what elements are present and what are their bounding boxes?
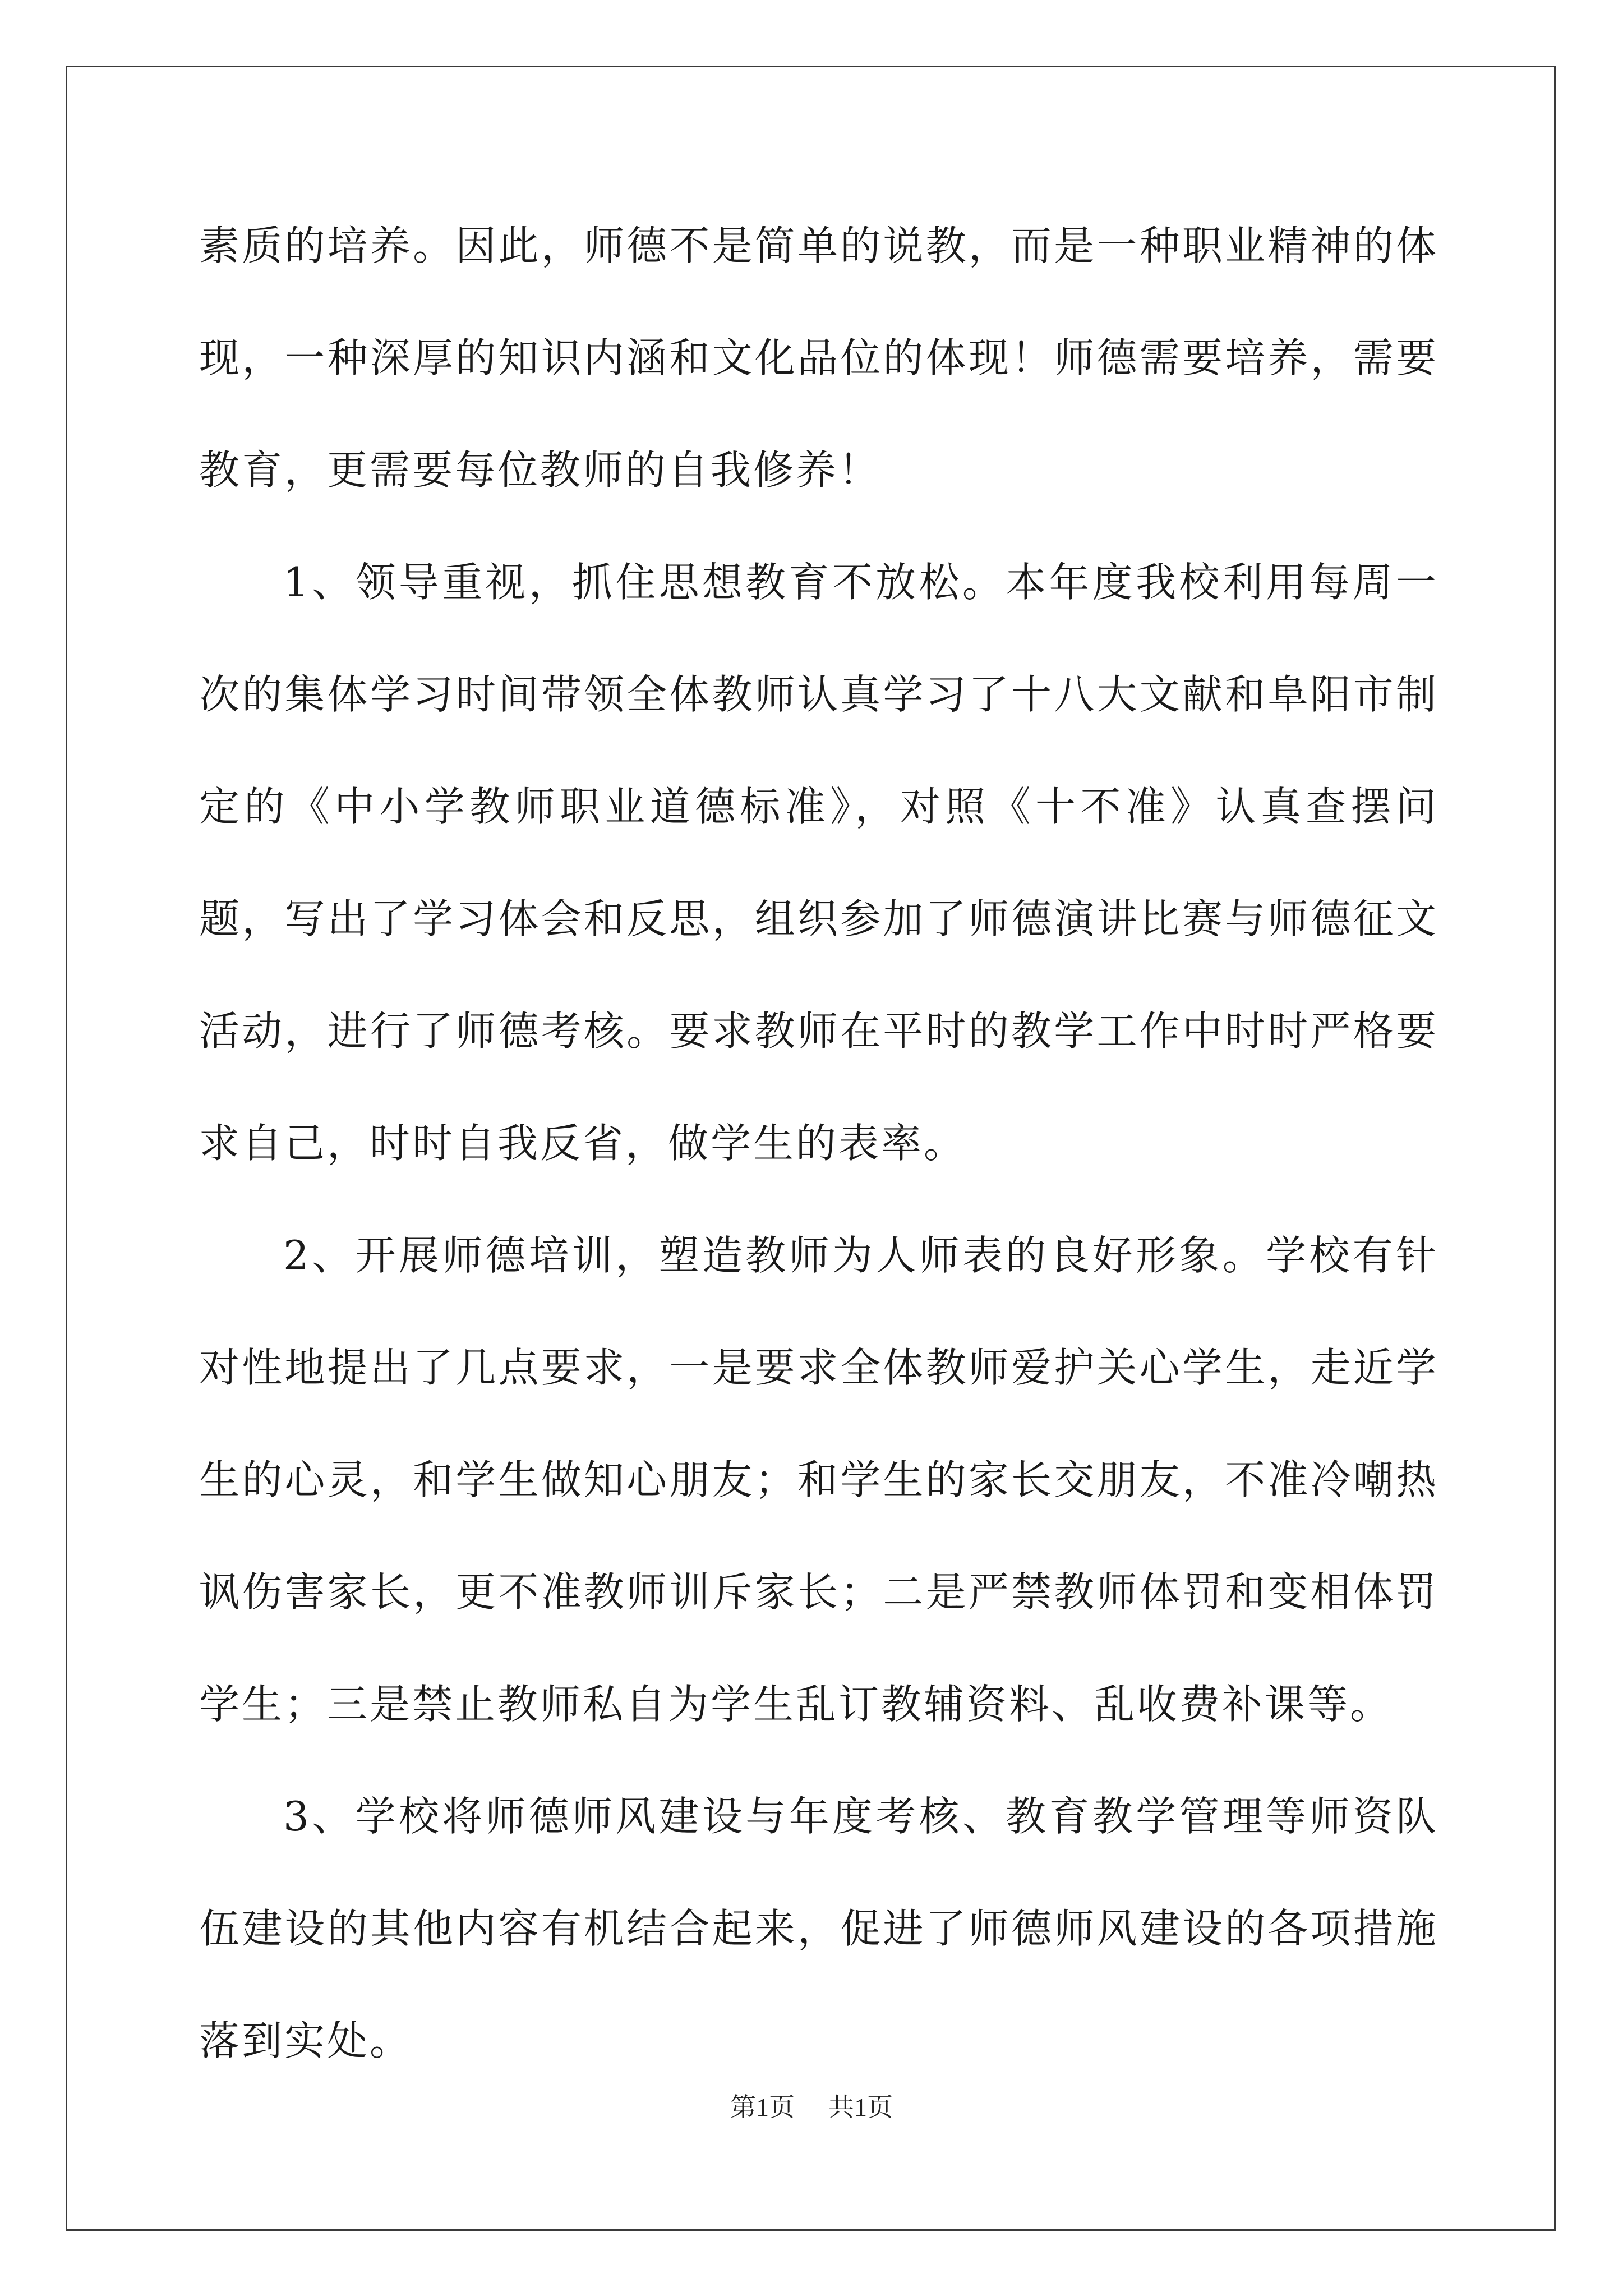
paragraph: 3、学校将师德师风建设与年度考核、教育教学管理等师资队伍建设的其他内容有机结合起来，促进了师德师风建设的各项措施落到实处。 — [199, 1793, 1438, 2064]
page-total: 共1页 — [828, 2093, 893, 2122]
page-number: 第1页 — [730, 2093, 795, 2122]
document-body — [199, 190, 1438, 2097]
paragraph: 1、领导重视，抓住思想教育不放松。本年度我校利用每周一次的集体学习时间带领全体教师认真学习了十八大文献和阜阳市制定的《中小学教师职业道德标准》，对照《十不准》认真查摆问题，写出了学习体会和反思，组织参加了师德演讲比赛与师德征文活动，进行了师德考核。要求教师在平时的教学工作中时时严格要求自己，时时自我反省，做学生的表率。 — [199, 559, 1438, 1167]
paragraph: 素质的培养。因此，师德不是简单的说教，而是一种职业精神的体现，一种深厚的知识内涵和文化品位的体现！师德需要培养，需要教育，更需要每位教师的自我修养！ — [199, 222, 1438, 494]
paragraph: 2、开展师德培训，塑造教师为人师表的良好形象。学校有针对性地提出了几点要求，一是要求全体教师爱护关心学生，走近学生的心灵，和学生做知心朋友；和学生的家长交朋友，不准冷嘲热讽伤害家长，更不准教师训斥家长；二是严禁教师体罚和变相体罚学生；三是禁止教师私自为学生乱订教辅资料、乱收费补课等。 — [199, 1232, 1438, 1728]
page-footer — [0, 2087, 1623, 2124]
